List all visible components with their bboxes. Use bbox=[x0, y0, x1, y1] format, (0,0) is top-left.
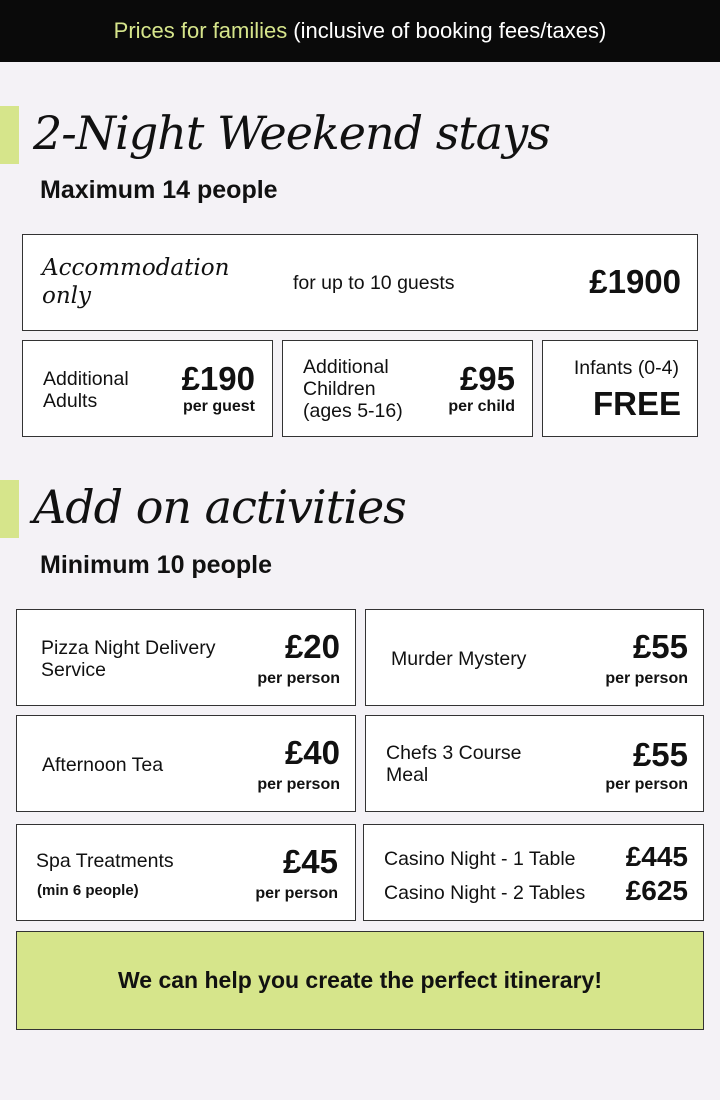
accommodation-label: Accommodation only bbox=[42, 255, 230, 309]
adults-price: £190 bbox=[181, 360, 255, 397]
murder-mystery-unit: per person bbox=[605, 670, 688, 687]
chefs-meal-card bbox=[365, 715, 704, 812]
chefs-meal-unit: per person bbox=[605, 776, 688, 793]
accommodation-card bbox=[22, 234, 698, 331]
adults-label: Additional Adults bbox=[43, 368, 129, 412]
chefs-meal-label: Chefs 3 Course Meal bbox=[386, 742, 522, 786]
casino-1-price: £445 bbox=[625, 841, 688, 872]
pizza-label: Pizza Night Delivery Service bbox=[41, 637, 216, 681]
casino-2-price: £625 bbox=[625, 875, 688, 906]
spa-card bbox=[16, 824, 356, 921]
murder-mystery-price: £55 bbox=[632, 628, 688, 665]
casino-card bbox=[363, 824, 704, 921]
pizza-unit: per person bbox=[257, 670, 340, 687]
infants-label: Infants (0-4) bbox=[573, 357, 679, 379]
section-accent-bar bbox=[0, 106, 19, 164]
murder-mystery-label: Murder Mystery bbox=[391, 648, 527, 670]
banner-highlight: Prices for families bbox=[113, 18, 288, 43]
chefs-meal-price: £55 bbox=[632, 736, 688, 773]
weekend-section-title: 2-Night Weekend stays bbox=[33, 106, 550, 160]
casino-2-label: Casino Night - 2 Tables bbox=[384, 882, 586, 904]
infants-card bbox=[542, 340, 698, 437]
murder-mystery-card bbox=[365, 609, 704, 706]
section-accent-bar bbox=[0, 480, 19, 538]
weekend-subtitle: Maximum 14 people bbox=[40, 176, 278, 204]
accommodation-price: £1900 bbox=[589, 263, 681, 300]
activities-section-title: Add on activities bbox=[33, 480, 406, 534]
spa-price: £45 bbox=[282, 843, 338, 880]
top-banner bbox=[0, 0, 720, 62]
afternoon-tea-label: Afternoon Tea bbox=[42, 754, 164, 776]
children-unit: per child bbox=[448, 398, 515, 415]
children-label: Additional Children (ages 5-16) bbox=[303, 356, 403, 422]
accommodation-desc: for up to 10 guests bbox=[293, 272, 455, 294]
adults-card bbox=[22, 340, 273, 437]
spa-label: Spa Treatments bbox=[36, 850, 174, 872]
casino-1-label: Casino Night - 1 Table bbox=[384, 848, 576, 870]
afternoon-tea-card bbox=[16, 715, 356, 812]
afternoon-tea-unit: per person bbox=[257, 776, 340, 793]
spa-note: (min 6 people) bbox=[37, 882, 139, 899]
infants-price: FREE bbox=[592, 385, 681, 422]
pizza-card bbox=[16, 609, 356, 706]
banner-text: (inclusive of booking fees/taxes) bbox=[293, 18, 607, 43]
children-card bbox=[282, 340, 533, 437]
pizza-price: £20 bbox=[284, 628, 340, 665]
activities-subtitle: Minimum 10 people bbox=[40, 551, 272, 579]
itinerary-cta[interactable]: We can help you create the perfect itinerary! bbox=[16, 931, 704, 1030]
adults-unit: per guest bbox=[182, 398, 255, 415]
spa-unit: per person bbox=[255, 885, 338, 902]
afternoon-tea-price: £40 bbox=[284, 734, 340, 771]
children-price: £95 bbox=[459, 360, 515, 397]
